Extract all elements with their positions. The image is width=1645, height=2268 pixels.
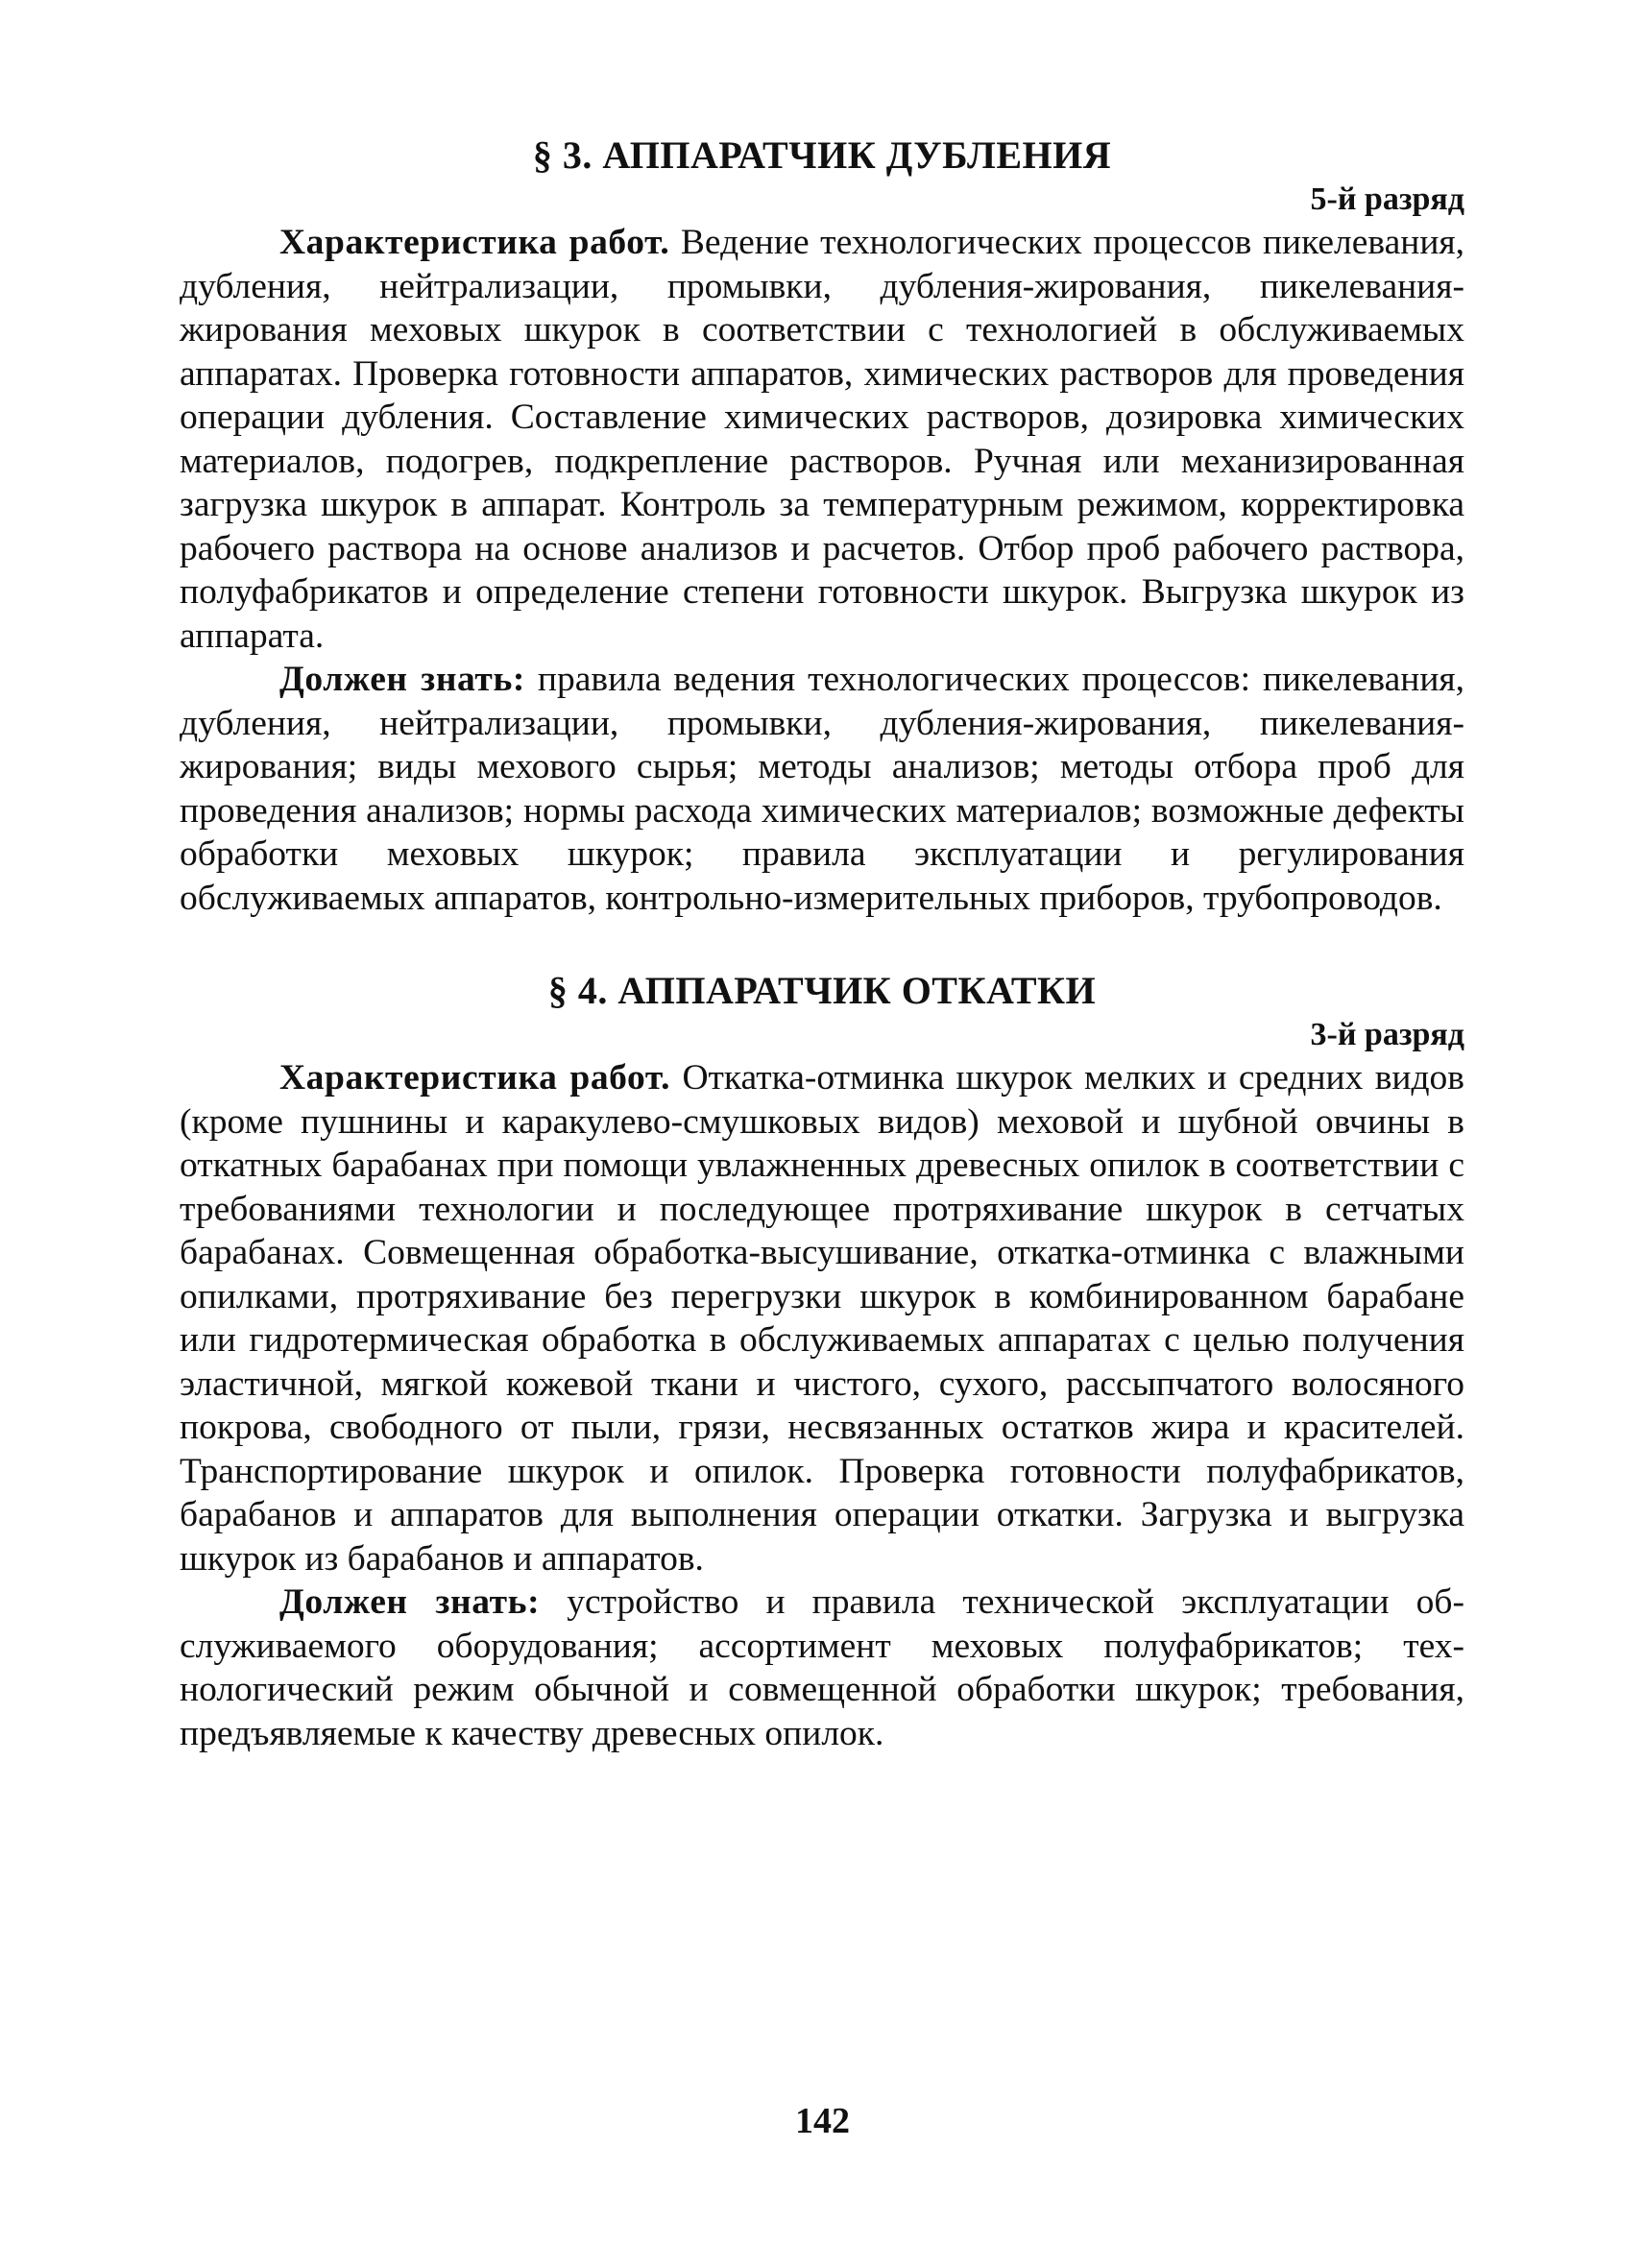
work-characteristics [180,221,1464,658]
required-knowledge [180,1580,1464,1755]
section-title: § 3. АППАРАТЧИК ДУБЛЕНИЯ [532,133,1112,177]
section-title: § 4. АППАРАТЧИК ОТКАТКИ [547,969,1097,1012]
work-characteristics [180,1056,1464,1580]
required-knowledge [180,658,1464,920]
section-tanning-operator [180,133,1464,920]
grade-label: 3-й разряд [1310,1017,1464,1052]
work-characteristics-label: Характеристика работ. [279,223,670,262]
required-knowledge-text: правила ведения технологических процессов: пикелевания, дубления, нейтрализации, промывки, дубления-жирования, пикелевания-жирования; виды мехового сырья; методы анализов; методы отбора проб для проведения анализов; нормы расхода химических материалов; возможные дефекты обработки меховых шкурок; правила эксплуатации и регулирования обслуживаемых аппаратов, контрольно-измерительных приборов, трубопроводов. [180,660,1465,918]
work-characteristics-text: Ведение технологических процессов пикелевания, дубления, нейтрализации, промывки, дубления-жирования, пикелевания-жирования меховых шкурок в соответствии с технологией в обслуживаемых аппаратах. Проверка готовности аппаратов, химических растворов для проведения операции дубления. Составление химических растворов, дозировка химических материалов, подогрев, подкрепление растворов. Ручная или механизированная загрузка шкурок в аппарат. Контроль за температурным режимом, корректировка рабочего раствора на основе анализов и расчетов. Отбор проб рабочего раствора, полуфабрикатов и определение степени готовности шкурок. Выгрузка шкурок из аппарата. [180,223,1465,656]
required-knowledge-label: Должен знать: [279,1582,541,1622]
work-characteristics-label: Характеристика работ. [279,1058,671,1098]
document-page [180,133,1464,1755]
section-tumbling-operator [180,968,1464,1755]
page-number: 142 [795,2101,850,2141]
required-knowledge-label: Должен знать: [279,660,525,699]
required-knowledge-text: устройство и правила технической эксплуатации обслуживаемого оборудования; ассортимент меховых полуфабрикатов; технологический режим обычной и совмещенной обработки шкурок; требования, предъявляемые к качеству древесных опилок. [180,1582,1464,1753]
work-characteristics-text: Откатка-отминка шкурок мелких и средних видов (кроме пушнины и каракулево-смушковых видов) меховой и шубной овчины в откатных барабанах при помощи увлажненных древесных опилок в соответствии с требованиями технологии и последующее протряхивание шкурок в сетчатых барабанах. Совмещенная обработка-высушивание, откатка-отминка с влажными опилками, протряхивание без перегрузки шкурок в комбинированном барабане или гидротермическая обработка в обслуживаемых аппаратах с целью получения эластичной, мягкой кожевой ткани и чистого, сухого, рассыпчатого волосяного покрова, свободного от пыли, грязи, несвязанных остатков жира и красителей. Транспортирование шкурок и опилок. Проверка готовности полуфабрикатов, барабанов и аппаратов для выполнения операции откатки. Загрузка и выгрузка шкурок из барабанов и аппаратов. [180,1058,1464,1579]
grade-label: 5-й разряд [1310,181,1464,217]
